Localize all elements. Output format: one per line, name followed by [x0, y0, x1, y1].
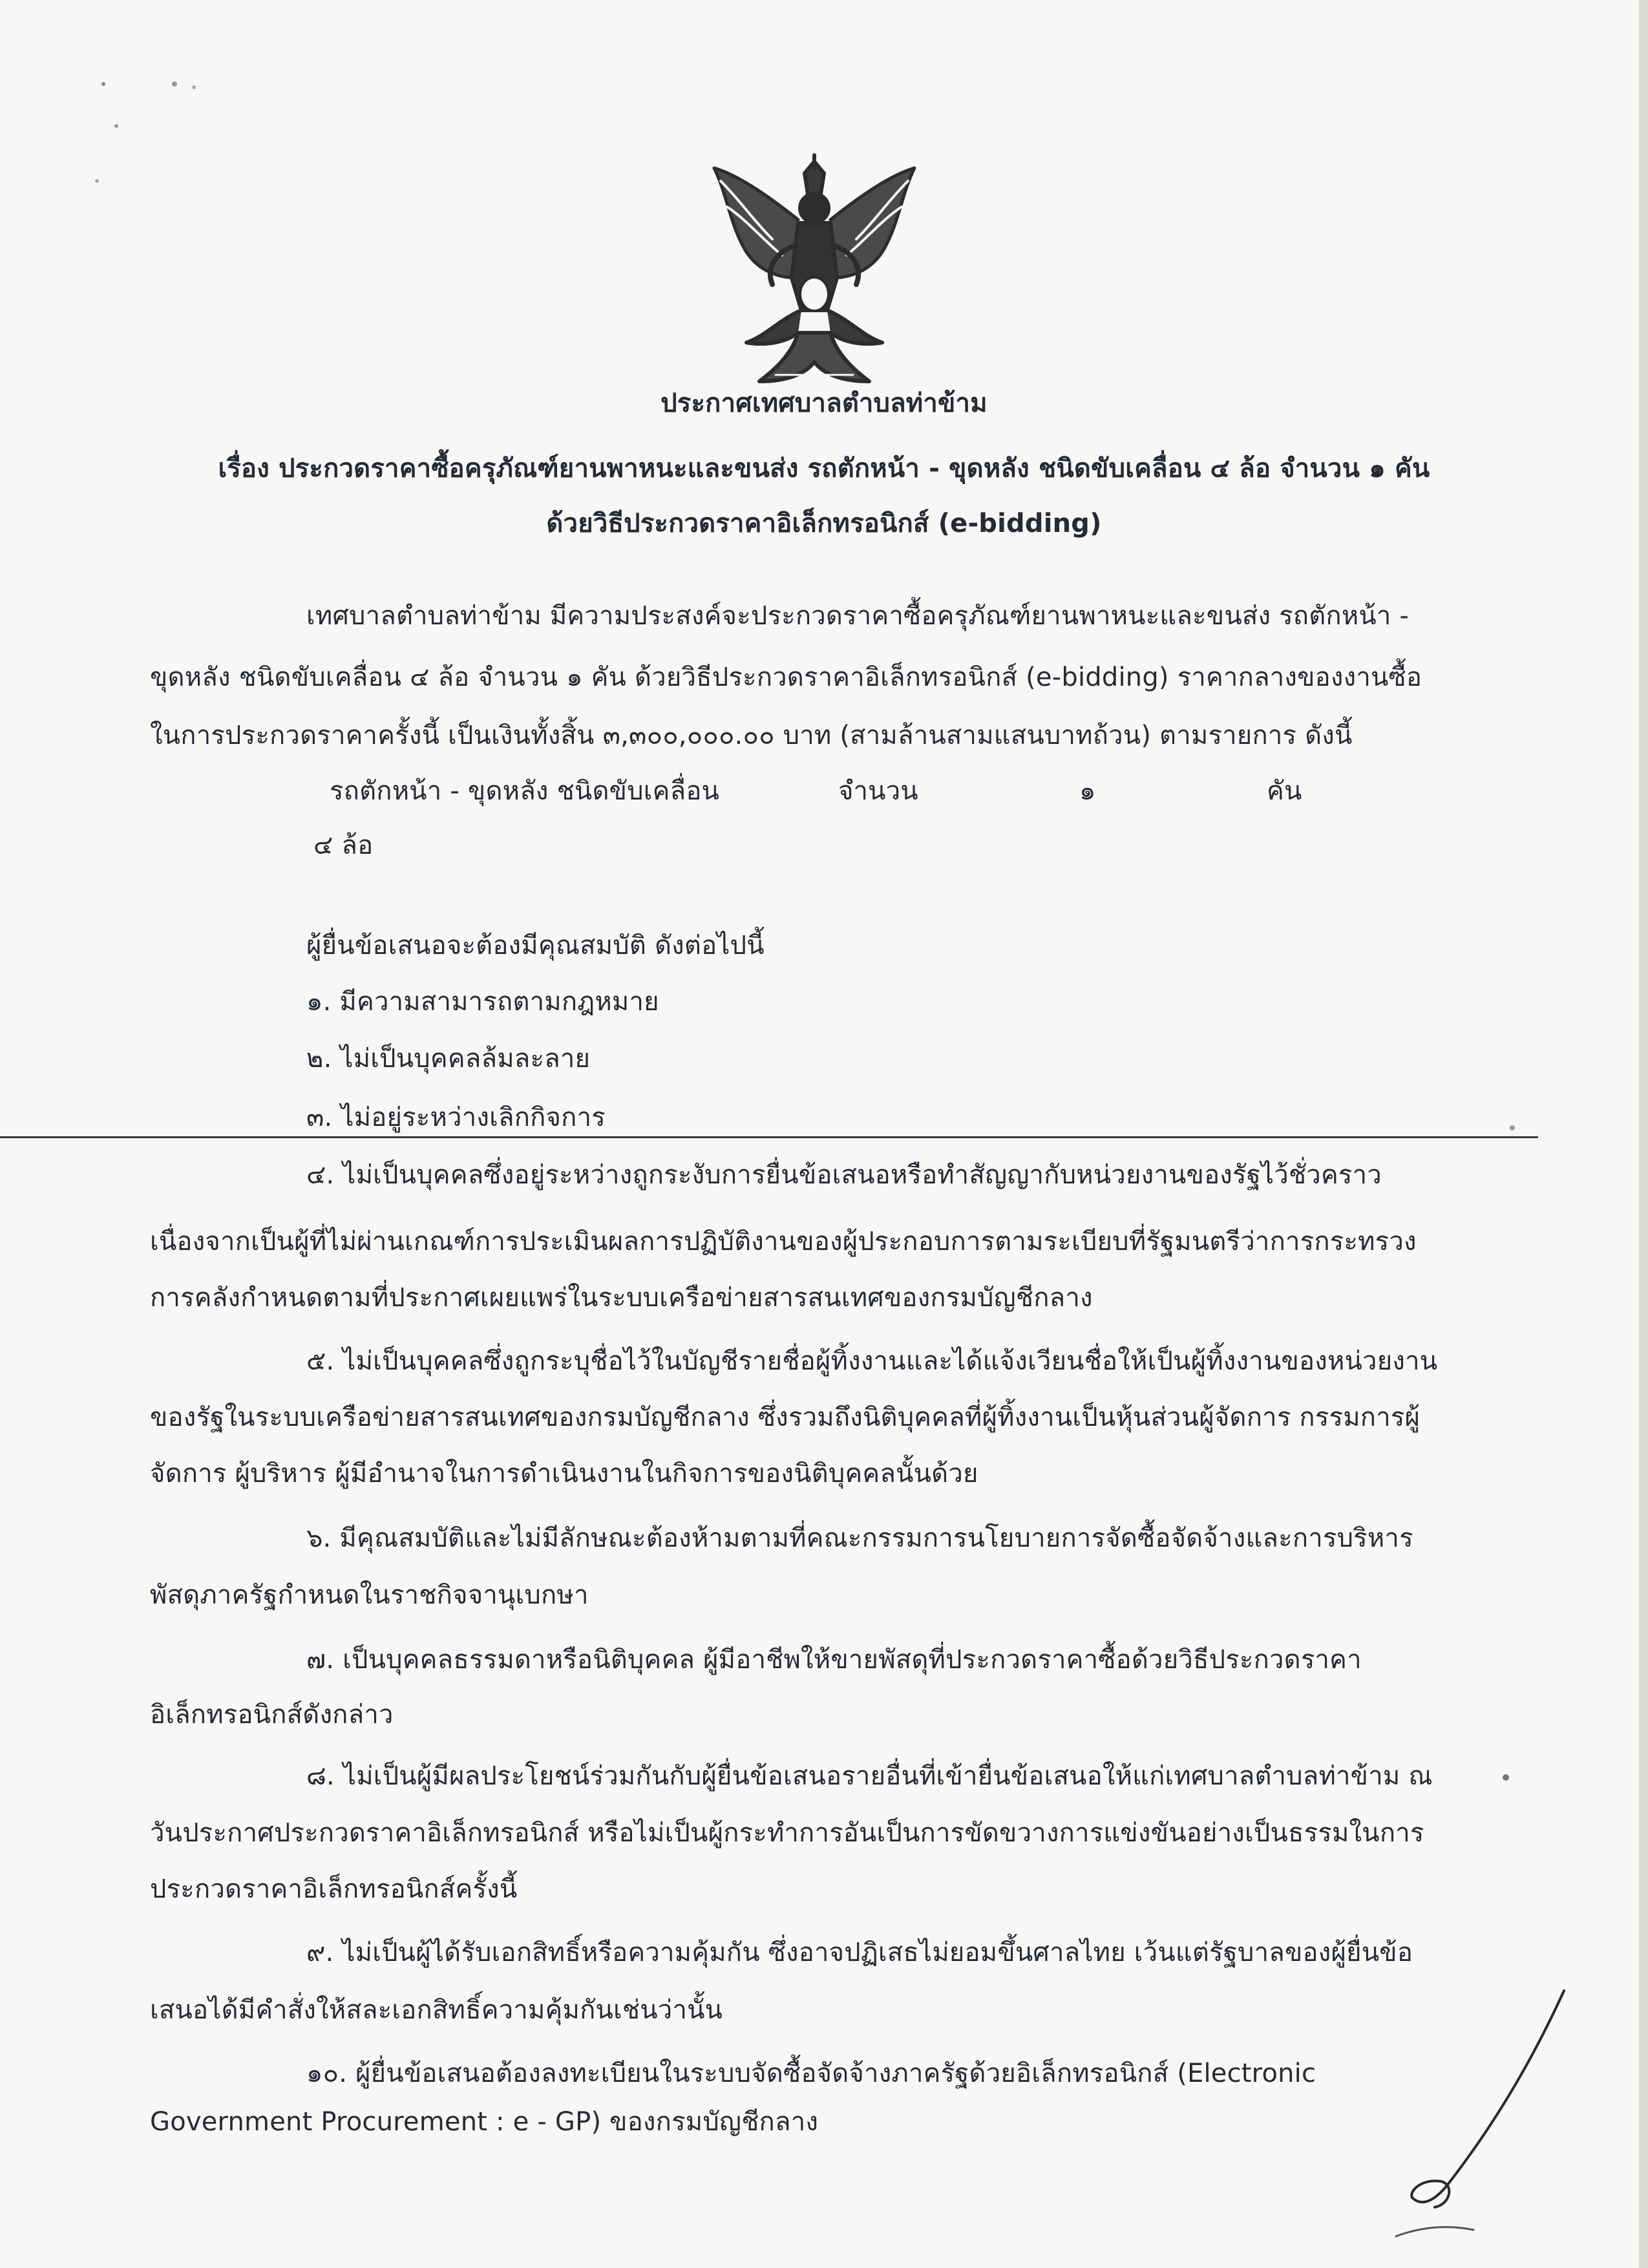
- item-qty-label: จำนวน: [838, 776, 918, 806]
- qualification-4-line1: ๔. ไม่เป็นบุคคลซึ่งอยู่ระหว่างถูกระงับการยื่นข้อเสนอหรือทำสัญญากับหน่วยงานของรัฐไว้ชั่วคราว: [306, 1160, 1382, 1190]
- qualification-6-line2: พัสดุภาครัฐกำหนดในราชกิจจานุเบกษา: [150, 1580, 589, 1610]
- qualification-4-line2: เนื่องจากเป็นผู้ที่ไม่ผ่านเกณฑ์การประเมินผลการปฏิบัติงานของผู้ประกอบการตามระเบียบที่รัฐมนตรีว่าการกระทรวง: [150, 1227, 1417, 1256]
- qualification-4-line3: การคลังกำหนดตามที่ประกาศเผยแพร่ในระบบเครือข่ายสารสนเทศของกรมบัญชีกลาง: [150, 1283, 1093, 1313]
- qualification-8-line2: วันประกาศประกวดราคาอิเล็กทรอนิกส์ หรือไม่เป็นผู้กระทำการอันเป็นการขัดขวางการแข่งขันอย่างเป็นธรรมในการ: [150, 1818, 1424, 1848]
- scan-speck-icon: [1499, 1112, 1538, 1150]
- document-subject: เรื่อง ประกวดราคาซื้อครุภัณฑ์ยานพาหนะและขนส่ง รถตักหน้า - ขุดหลัง ชนิดขับเคลื่อน ๔ ล้อ จำนวน ๑ คัน: [218, 454, 1430, 483]
- scan-speck-icon: [1493, 1765, 1519, 1790]
- qualification-9-line1: ๙. ไม่เป็นผู้ได้รับเอกสิทธิ์หรือความคุ้มกัน ซึ่งอาจปฏิเสธไม่ยอมขึ้นศาลไทย เว้นแต่รัฐบาลของผู้ยื่นข้อ: [306, 1938, 1413, 1967]
- garuda-emblem-icon: [701, 149, 927, 394]
- intro-line3: ในการประกวดราคาครั้งนี้ เป็นเงินทั้งสิ้น ๓,๓๐๐,๐๐๐.๐๐ บาท (สามล้านสามแสนบาทถ้วน) ตามรายการ ดังนี้: [150, 721, 1353, 750]
- scan-speck-icon: [90, 65, 220, 194]
- item-name-cont: ๔ ล้อ: [313, 831, 374, 860]
- document-method: ด้วยวิธีประกวดราคาอิเล็กทรอนิกส์ (e-bidding): [546, 509, 1102, 538]
- scan-edge: [1639, 0, 1648, 2268]
- qualification-5-line1: ๕. ไม่เป็นบุคคลซึ่งถูกระบุชื่อไว้ในบัญชีรายชื่อผู้ทิ้งงานและได้แจ้งเวียนชื่อให้เป็นผู้ทิ้งงานของหน่วยงาน: [306, 1346, 1438, 1376]
- fold-line: [0, 1136, 1538, 1138]
- qualification-8-line1: ๘. ไม่เป็นผู้มีผลประโยชน์ร่วมกันกับผู้ยื่นข้อเสนอรายอื่นที่เข้ายื่นข้อเสนอให้แก่เทศบาลตำบลท่าข้าม ณ: [306, 1761, 1433, 1791]
- intro-line1: [306, 598, 1409, 634]
- intro-line1-rest: มีความประสงค์จะประกวดราคาซื้อครุภัณฑ์ยานพาหนะและขนส่ง รถตักหน้า -: [549, 601, 1410, 631]
- qualification-5-line2: ของรัฐในระบบเครือข่ายสารสนเทศของกรมบัญชีกลาง ซึ่งรวมถึงนิติบุคคลที่ผู้ทิ้งงานเป็นหุ้นส่วนผู้จัดการ กรรมการผู้: [150, 1403, 1421, 1432]
- item-name: รถตักหน้า - ขุดหลัง ชนิดขับเคลื่อน: [330, 776, 720, 806]
- qualifications-heading: ผู้ยื่นข้อเสนอจะต้องมีคุณสมบัติ ดังต่อไปนี้: [306, 931, 765, 960]
- qualification-6-line1: ๖. มีคุณสมบัติและไม่มีลักษณะต้องห้ามตามที่คณะกรรมการนโยบายการจัดซื้อจัดจ้างและการบริหาร: [306, 1523, 1413, 1553]
- qualification-3: ๓. ไม่อยู่ระหว่างเลิกกิจการ: [306, 1103, 606, 1132]
- qualification-9-line2: เสนอได้มีคำสั่งให้สละเอกสิทธิ์ความคุ้มกันเช่นว่านั้น: [150, 1995, 723, 2025]
- qualification-7-line1: ๗. เป็นบุคคลธรรมดาหรือนิติบุคคล ผู้มีอาชีพให้ขายพัสดุที่ประกวดราคาซื้อด้วยวิธีประกวดราคา: [306, 1645, 1362, 1675]
- qualification-10-line1: ๑๐. ผู้ยื่นข้อเสนอต้องลงทะเบียนในระบบจัดซื้อจัดจ้างภาครัฐด้วยอิเล็กทรอนิกส์ (Electronic: [306, 2059, 1316, 2088]
- qualification-1: ๑. มีความสามารถตามกฎหมาย: [306, 987, 659, 1017]
- intro-org: เทศบาลตำบลท่าข้าม: [306, 601, 542, 631]
- signature-mark-icon: [1383, 1984, 1577, 2243]
- qualification-7-line2: อิเล็กทรอนิกส์ดังกล่าว: [150, 1700, 394, 1730]
- document-title: ประกาศเทศบาลตำบลท่าข้าม: [660, 388, 988, 418]
- qualification-5-line3: จัดการ ผู้บริหาร ผู้มีอำนาจในการดำเนินงานในกิจการของนิติบุคคลนั้นด้วย: [150, 1459, 978, 1489]
- qualification-2: ๒. ไม่เป็นบุคคลล้มละลาย: [306, 1044, 591, 1074]
- qualification-8-line3: ประกวดราคาอิเล็กทรอนิกส์ครั้งนี้: [150, 1874, 518, 1904]
- qualification-10-line2: Government Procurement : e - GP) ของกรมบัญชีกลาง: [150, 2107, 819, 2137]
- item-qty: ๑: [1079, 776, 1096, 806]
- item-unit: คัน: [1267, 776, 1302, 806]
- intro-line2: ขุดหลัง ชนิดขับเคลื่อน ๔ ล้อ จำนวน ๑ คัน ด้วยวิธีประกวดราคาอิเล็กทรอนิกส์ (e-bidding) ราคากลางของงานซื้อ: [150, 662, 1422, 692]
